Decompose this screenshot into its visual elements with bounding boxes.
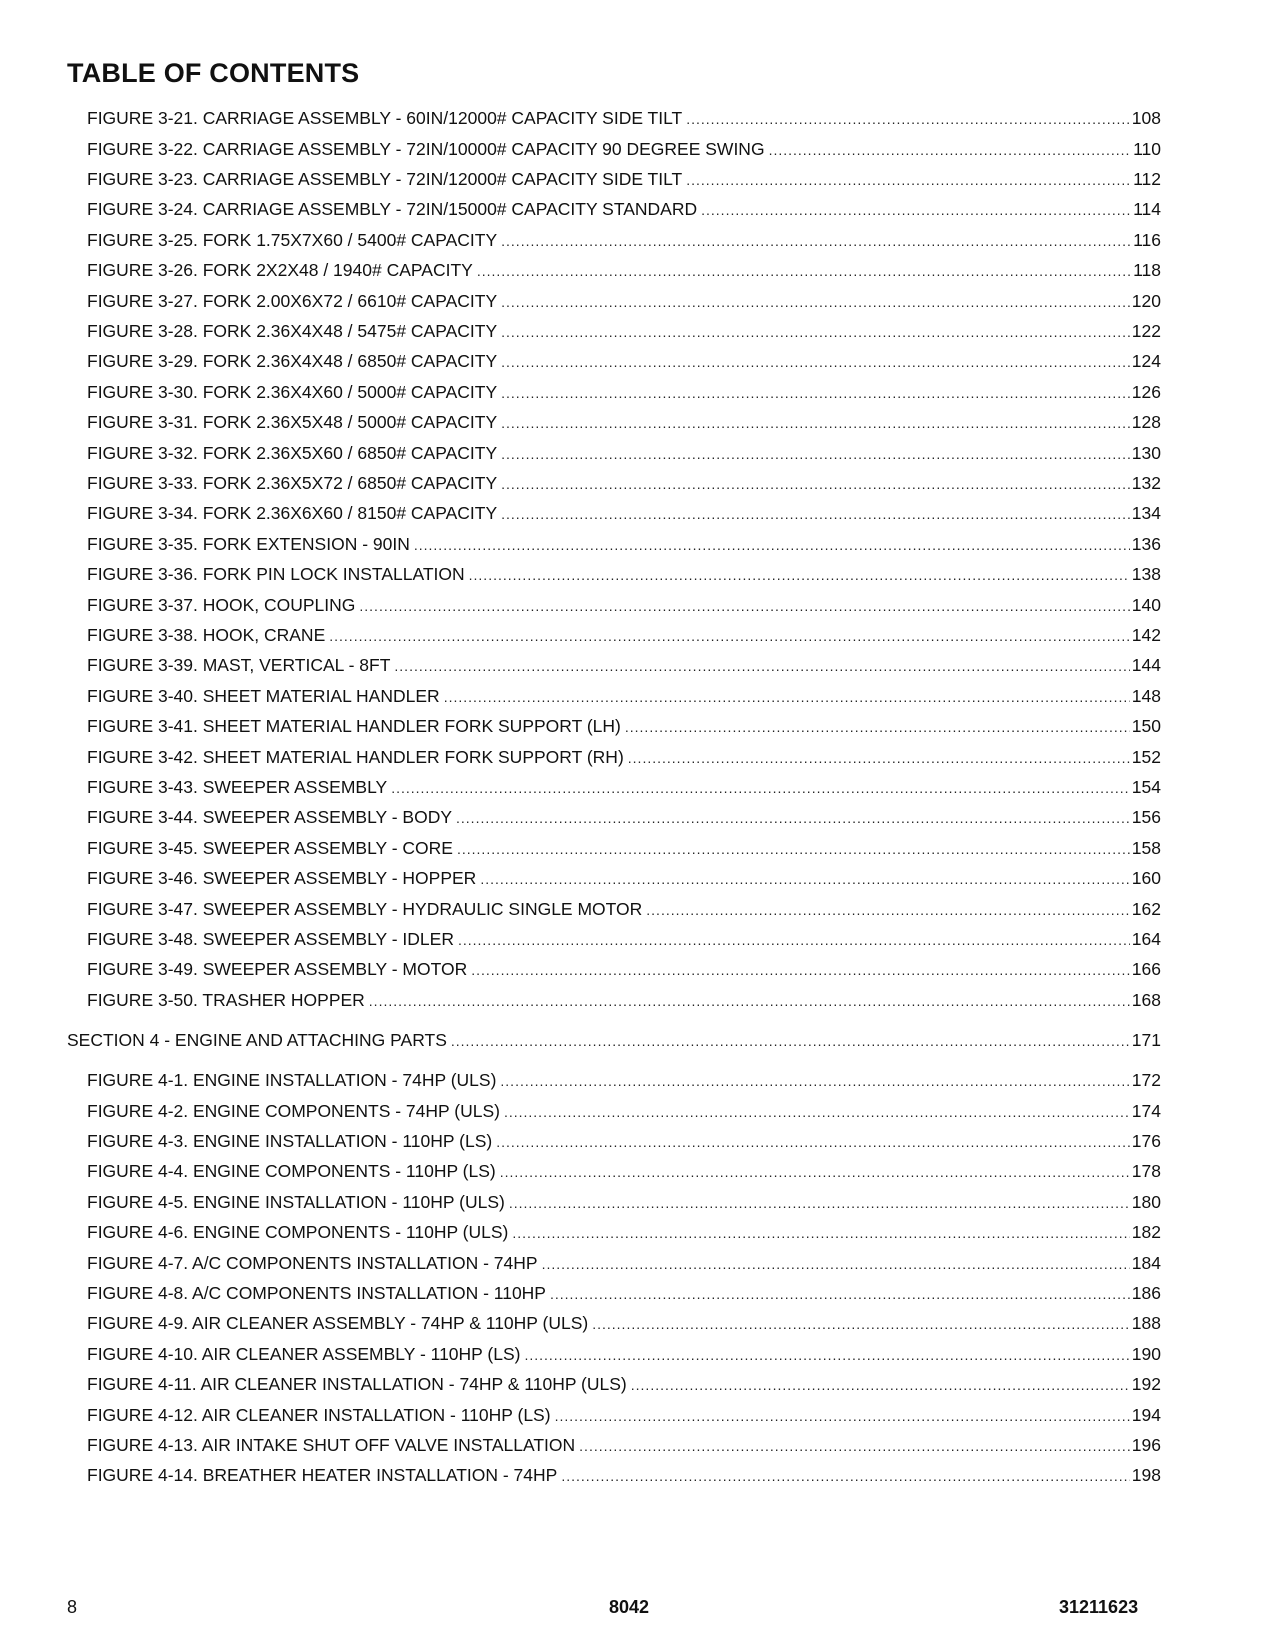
dot-leader — [369, 990, 1130, 1012]
toc-entry[interactable] — [87, 533, 1161, 556]
toc-entry-label: FIGURE 3-35. FORK EXTENSION - 90IN — [87, 534, 410, 554]
toc-entry-page: 154 — [1131, 777, 1161, 797]
dot-leader — [561, 1465, 1129, 1487]
toc-entry[interactable] — [87, 107, 1161, 130]
toc-entry[interactable] — [87, 898, 1161, 921]
dot-leader — [458, 929, 1130, 951]
footer-model: 8042 — [609, 1597, 650, 1617]
toc-entry[interactable] — [87, 442, 1161, 465]
dot-leader — [592, 1313, 1130, 1335]
footer-page-number: 8 — [67, 1597, 78, 1617]
toc-entry[interactable] — [87, 563, 1161, 586]
toc-entry[interactable] — [87, 806, 1161, 829]
toc-entry-page: 124 — [1131, 351, 1161, 371]
dot-leader — [444, 686, 1130, 708]
toc-entry[interactable] — [87, 320, 1161, 343]
toc-entry-label: FIGURE 3-25. FORK 1.75X7X60 / 5400# CAPACITY — [87, 230, 498, 250]
toc-entry[interactable] — [87, 1312, 1161, 1335]
toc-entry-page: 184 — [1131, 1253, 1161, 1273]
toc-entry[interactable] — [87, 1100, 1161, 1123]
toc-entry[interactable] — [87, 594, 1161, 617]
toc-entry-label: FIGURE 3-23. CARRIAGE ASSEMBLY - 72IN/12000# CAPACITY SIDE TILT — [87, 169, 683, 189]
toc-entry[interactable] — [87, 1130, 1161, 1153]
toc-entry-page: 128 — [1131, 412, 1161, 432]
dot-leader — [631, 1374, 1130, 1396]
toc-entry-label: FIGURE 3-33. FORK 2.36X5X72 / 6850# CAPACITY — [87, 473, 498, 493]
toc-entry[interactable] — [87, 1069, 1161, 1092]
toc-entry-page: 140 — [1131, 595, 1161, 615]
dot-leader — [457, 838, 1130, 860]
dot-leader — [501, 230, 1131, 252]
toc-entry-page: 144 — [1131, 655, 1161, 675]
toc-entry-page: 142 — [1131, 625, 1161, 645]
toc-entry[interactable] — [87, 1404, 1161, 1427]
toc-entry-label: FIGURE 3-43. SWEEPER ASSEMBLY — [87, 777, 388, 797]
toc-entry[interactable] — [87, 1434, 1161, 1457]
toc-entry-page: 134 — [1131, 503, 1161, 523]
toc-entry-label: FIGURE 3-36. FORK PIN LOCK INSTALLATION — [87, 564, 465, 584]
dot-leader — [524, 1344, 1129, 1366]
toc-entry-page: 114 — [1133, 199, 1161, 219]
toc-entry-label: FIGURE 4-8. A/C COMPONENTS INSTALLATION - 110HP — [87, 1283, 546, 1303]
toc-entry[interactable] — [87, 1373, 1161, 1396]
toc-entry-label: FIGURE 4-5. ENGINE INSTALLATION - 110HP (ULS) — [87, 1192, 505, 1212]
toc-entry-page: 194 — [1131, 1405, 1161, 1425]
toc-entry-page: 152 — [1131, 747, 1161, 767]
toc-entry[interactable] — [87, 837, 1161, 860]
toc-entry[interactable] — [87, 746, 1161, 769]
toc-entry-label: FIGURE 4-9. AIR CLEANER ASSEMBLY - 74HP & 110HP (ULS) — [87, 1313, 589, 1333]
dot-leader — [501, 412, 1130, 434]
toc-entry[interactable] — [87, 624, 1161, 647]
toc-entry-label: FIGURE 4-4. ENGINE COMPONENTS - 110HP (LS) — [87, 1161, 496, 1181]
toc-entry-label: FIGURE 4-2. ENGINE COMPONENTS - 74HP (ULS) — [87, 1101, 500, 1121]
toc-entry-page: 116 — [1133, 230, 1161, 250]
toc-entry-label: FIGURE 3-30. FORK 2.36X4X60 / 5000# CAPACITY — [87, 382, 498, 402]
toc-entry-label: FIGURE 3-38. HOOK, CRANE — [87, 625, 326, 645]
dot-leader — [555, 1405, 1130, 1427]
dot-leader — [501, 503, 1130, 525]
toc-entry-label: FIGURE 3-26. FORK 2X2X48 / 1940# CAPACITY — [87, 260, 473, 280]
toc-entry[interactable] — [87, 1464, 1161, 1487]
toc-entry-label: FIGURE 4-12. AIR CLEANER INSTALLATION - 110HP (LS) — [87, 1405, 551, 1425]
dot-leader — [769, 139, 1132, 161]
toc-entry[interactable] — [87, 685, 1161, 708]
toc-entry-page: 174 — [1131, 1101, 1161, 1121]
toc-entry-page: 180 — [1131, 1192, 1161, 1212]
toc-entry-label: FIGURE 3-34. FORK 2.36X6X60 / 8150# CAPACITY — [87, 503, 498, 523]
dot-leader — [359, 595, 1129, 617]
toc-entry-page: 188 — [1131, 1313, 1161, 1333]
toc-entry-page: 126 — [1131, 382, 1161, 402]
toc-entry-page: 182 — [1131, 1222, 1161, 1242]
toc-entry-label: FIGURE 3-49. SWEEPER ASSEMBLY - MOTOR — [87, 959, 468, 979]
dot-leader — [501, 473, 1130, 495]
dot-leader — [414, 534, 1130, 556]
dot-leader — [500, 1070, 1129, 1092]
toc-entry[interactable] — [87, 411, 1161, 434]
dot-leader — [501, 291, 1130, 313]
toc-entry[interactable] — [87, 1343, 1161, 1366]
dot-leader — [391, 777, 1130, 799]
toc-entry-label: FIGURE 3-45. SWEEPER ASSEMBLY - CORE — [87, 838, 453, 858]
toc-entry-page: 148 — [1131, 686, 1161, 706]
toc-entry-page: 186 — [1131, 1283, 1161, 1303]
toc-entry[interactable] — [87, 928, 1161, 951]
toc-entry-page: 156 — [1131, 807, 1161, 827]
dot-leader — [501, 382, 1130, 404]
dot-leader — [496, 1131, 1130, 1153]
dot-leader — [646, 899, 1130, 921]
toc-entry-label: FIGURE 3-42. SHEET MATERIAL HANDLER FORK SUPPORT (RH) — [87, 747, 624, 767]
toc-entry-label: FIGURE 3-40. SHEET MATERIAL HANDLER — [87, 686, 440, 706]
toc-entry-label: FIGURE 3-37. HOOK, COUPLING — [87, 595, 356, 615]
toc-section-label: SECTION 4 - ENGINE AND ATTACHING PARTS — [67, 1030, 447, 1050]
toc-entry-label: FIGURE 3-29. FORK 2.36X4X48 / 6850# CAPACITY — [87, 351, 498, 371]
toc-entry-label: FIGURE 3-22. CARRIAGE ASSEMBLY - 72IN/10000# CAPACITY 90 DEGREE SWING — [87, 139, 765, 159]
dot-leader — [329, 625, 1130, 647]
dot-leader — [512, 1222, 1129, 1244]
toc-entry-label: FIGURE 4-3. ENGINE INSTALLATION - 110HP (LS) — [87, 1131, 493, 1151]
toc-entry[interactable] — [87, 1221, 1161, 1244]
toc-entry[interactable] — [87, 867, 1161, 890]
dot-leader — [625, 716, 1130, 738]
toc-entry[interactable] — [87, 198, 1161, 221]
toc-entry-label: FIGURE 4-7. A/C COMPONENTS INSTALLATION - 74HP — [87, 1253, 538, 1273]
footer-doc-number: 31211623 — [1059, 1597, 1139, 1617]
toc-entry-page: 138 — [1131, 564, 1161, 584]
toc-entry-label: FIGURE 3-46. SWEEPER ASSEMBLY - HOPPER — [87, 868, 477, 888]
dot-leader — [579, 1435, 1130, 1457]
toc-entry[interactable] — [87, 1191, 1161, 1214]
toc-entry-label: FIGURE 3-32. FORK 2.36X5X60 / 6850# CAPACITY — [87, 443, 498, 463]
toc-entry[interactable] — [87, 1282, 1161, 1305]
toc-entry-page: 198 — [1131, 1465, 1161, 1485]
toc-entry-page: 176 — [1131, 1131, 1161, 1151]
dot-leader — [509, 1192, 1130, 1214]
dot-leader — [480, 868, 1129, 890]
toc-entry-page: 162 — [1131, 899, 1161, 919]
toc-entry-page: 118 — [1133, 260, 1161, 280]
toc-entry[interactable] — [87, 776, 1161, 799]
dot-leader — [394, 655, 1129, 677]
toc-entry[interactable] — [87, 472, 1161, 495]
toc-entry-label: FIGURE 3-44. SWEEPER ASSEMBLY - BODY — [87, 807, 453, 827]
toc-entry[interactable] — [87, 259, 1161, 282]
toc-entry-page: 122 — [1131, 321, 1161, 341]
toc-entry-page: 112 — [1133, 169, 1161, 189]
toc-entry-page: 172 — [1131, 1070, 1161, 1090]
toc-entry[interactable] — [87, 989, 1161, 1012]
toc-entry-page: 150 — [1131, 716, 1161, 736]
dot-leader — [701, 199, 1131, 221]
toc-entry-page: 192 — [1131, 1374, 1161, 1394]
toc-entry[interactable] — [87, 1160, 1161, 1183]
toc-entry-page: 136 — [1131, 534, 1161, 554]
toc-entry-page: 108 — [1131, 108, 1161, 128]
toc-entry[interactable] — [87, 290, 1161, 313]
toc-entry[interactable] — [87, 229, 1161, 252]
dot-leader — [628, 747, 1130, 769]
toc-entry[interactable] — [87, 715, 1161, 738]
dot-leader — [504, 1101, 1130, 1123]
toc-entry-label: FIGURE 3-21. CARRIAGE ASSEMBLY - 60IN/12000# CAPACITY SIDE TILT — [87, 108, 683, 128]
toc-entry-label: FIGURE 3-41. SHEET MATERIAL HANDLER FORK SUPPORT (LH) — [87, 716, 621, 736]
toc-entry-page: 178 — [1131, 1161, 1161, 1181]
toc-entry-page: 164 — [1131, 929, 1161, 949]
toc-entry[interactable] — [87, 502, 1161, 525]
dot-leader — [686, 108, 1130, 130]
toc-entry-page: 190 — [1131, 1344, 1161, 1364]
dot-leader — [469, 564, 1130, 586]
toc-entry-page: 132 — [1131, 473, 1161, 493]
toc-entry-page: 166 — [1131, 959, 1161, 979]
toc-entry-label: FIGURE 3-24. CARRIAGE ASSEMBLY - 72IN/15000# CAPACITY STANDARD — [87, 199, 698, 219]
dot-leader — [550, 1283, 1130, 1305]
toc-entry[interactable] — [87, 1252, 1161, 1275]
toc-entry-label: FIGURE 3-28. FORK 2.36X4X48 / 5475# CAPACITY — [87, 321, 498, 341]
dot-leader — [501, 321, 1130, 343]
toc-entry-page: 168 — [1131, 990, 1161, 1010]
toc-entry-label: FIGURE 3-27. FORK 2.00X6X72 / 6610# CAPACITY — [87, 291, 498, 311]
toc-entry-page: 110 — [1133, 139, 1161, 159]
dot-leader — [501, 351, 1130, 373]
toc-entry-label: FIGURE 3-50. TRASHER HOPPER — [87, 990, 365, 1010]
toc-entry-label: FIGURE 4-14. BREATHER HEATER INSTALLATION - 74HP — [87, 1465, 558, 1485]
dot-leader — [542, 1253, 1130, 1275]
toc-entry-label: FIGURE 4-1. ENGINE INSTALLATION - 74HP (ULS) — [87, 1070, 497, 1090]
toc-entry[interactable] — [87, 381, 1161, 404]
toc-entry-label: FIGURE 3-48. SWEEPER ASSEMBLY - IDLER — [87, 929, 454, 949]
toc-entry-label: FIGURE 4-6. ENGINE COMPONENTS - 110HP (ULS) — [87, 1222, 509, 1242]
dot-leader — [471, 959, 1130, 981]
toc-entry-label: FIGURE 4-13. AIR INTAKE SHUT OFF VALVE INSTALLATION — [87, 1435, 576, 1455]
toc-entry-page: 120 — [1131, 291, 1161, 311]
dot-leader — [451, 1030, 1130, 1052]
toc-entry-page: 196 — [1131, 1435, 1161, 1455]
toc-section-entry[interactable] — [67, 1029, 1161, 1052]
toc-entry-page: 158 — [1131, 838, 1161, 858]
toc-entry[interactable] — [87, 654, 1161, 677]
dot-leader — [500, 1161, 1130, 1183]
toc-entry-label: FIGURE 4-10. AIR CLEANER ASSEMBLY - 110HP (LS) — [87, 1344, 521, 1364]
toc-entry-label: FIGURE 3-47. SWEEPER ASSEMBLY - HYDRAULIC SINGLE MOTOR — [87, 899, 643, 919]
toc-entry-label: FIGURE 3-39. MAST, VERTICAL - 8FT — [87, 655, 391, 675]
toc-entry-label: FIGURE 3-31. FORK 2.36X5X48 / 5000# CAPACITY — [87, 412, 498, 432]
dot-leader — [501, 443, 1130, 465]
page-title: TABLE OF CONTENTS — [67, 58, 360, 88]
toc-entry[interactable] — [87, 350, 1161, 373]
toc-entry[interactable] — [87, 958, 1161, 981]
dot-leader — [456, 807, 1130, 829]
dot-leader — [477, 260, 1131, 282]
toc-entry[interactable] — [87, 168, 1161, 191]
toc-entry-label: FIGURE 4-11. AIR CLEANER INSTALLATION - 74HP & 110HP (ULS) — [87, 1374, 627, 1394]
toc-section-page: 171 — [1131, 1030, 1161, 1050]
toc-entry-page: 130 — [1131, 443, 1161, 463]
dot-leader — [686, 169, 1131, 191]
toc-entry[interactable] — [87, 138, 1161, 161]
toc-entry-page: 160 — [1131, 868, 1161, 888]
